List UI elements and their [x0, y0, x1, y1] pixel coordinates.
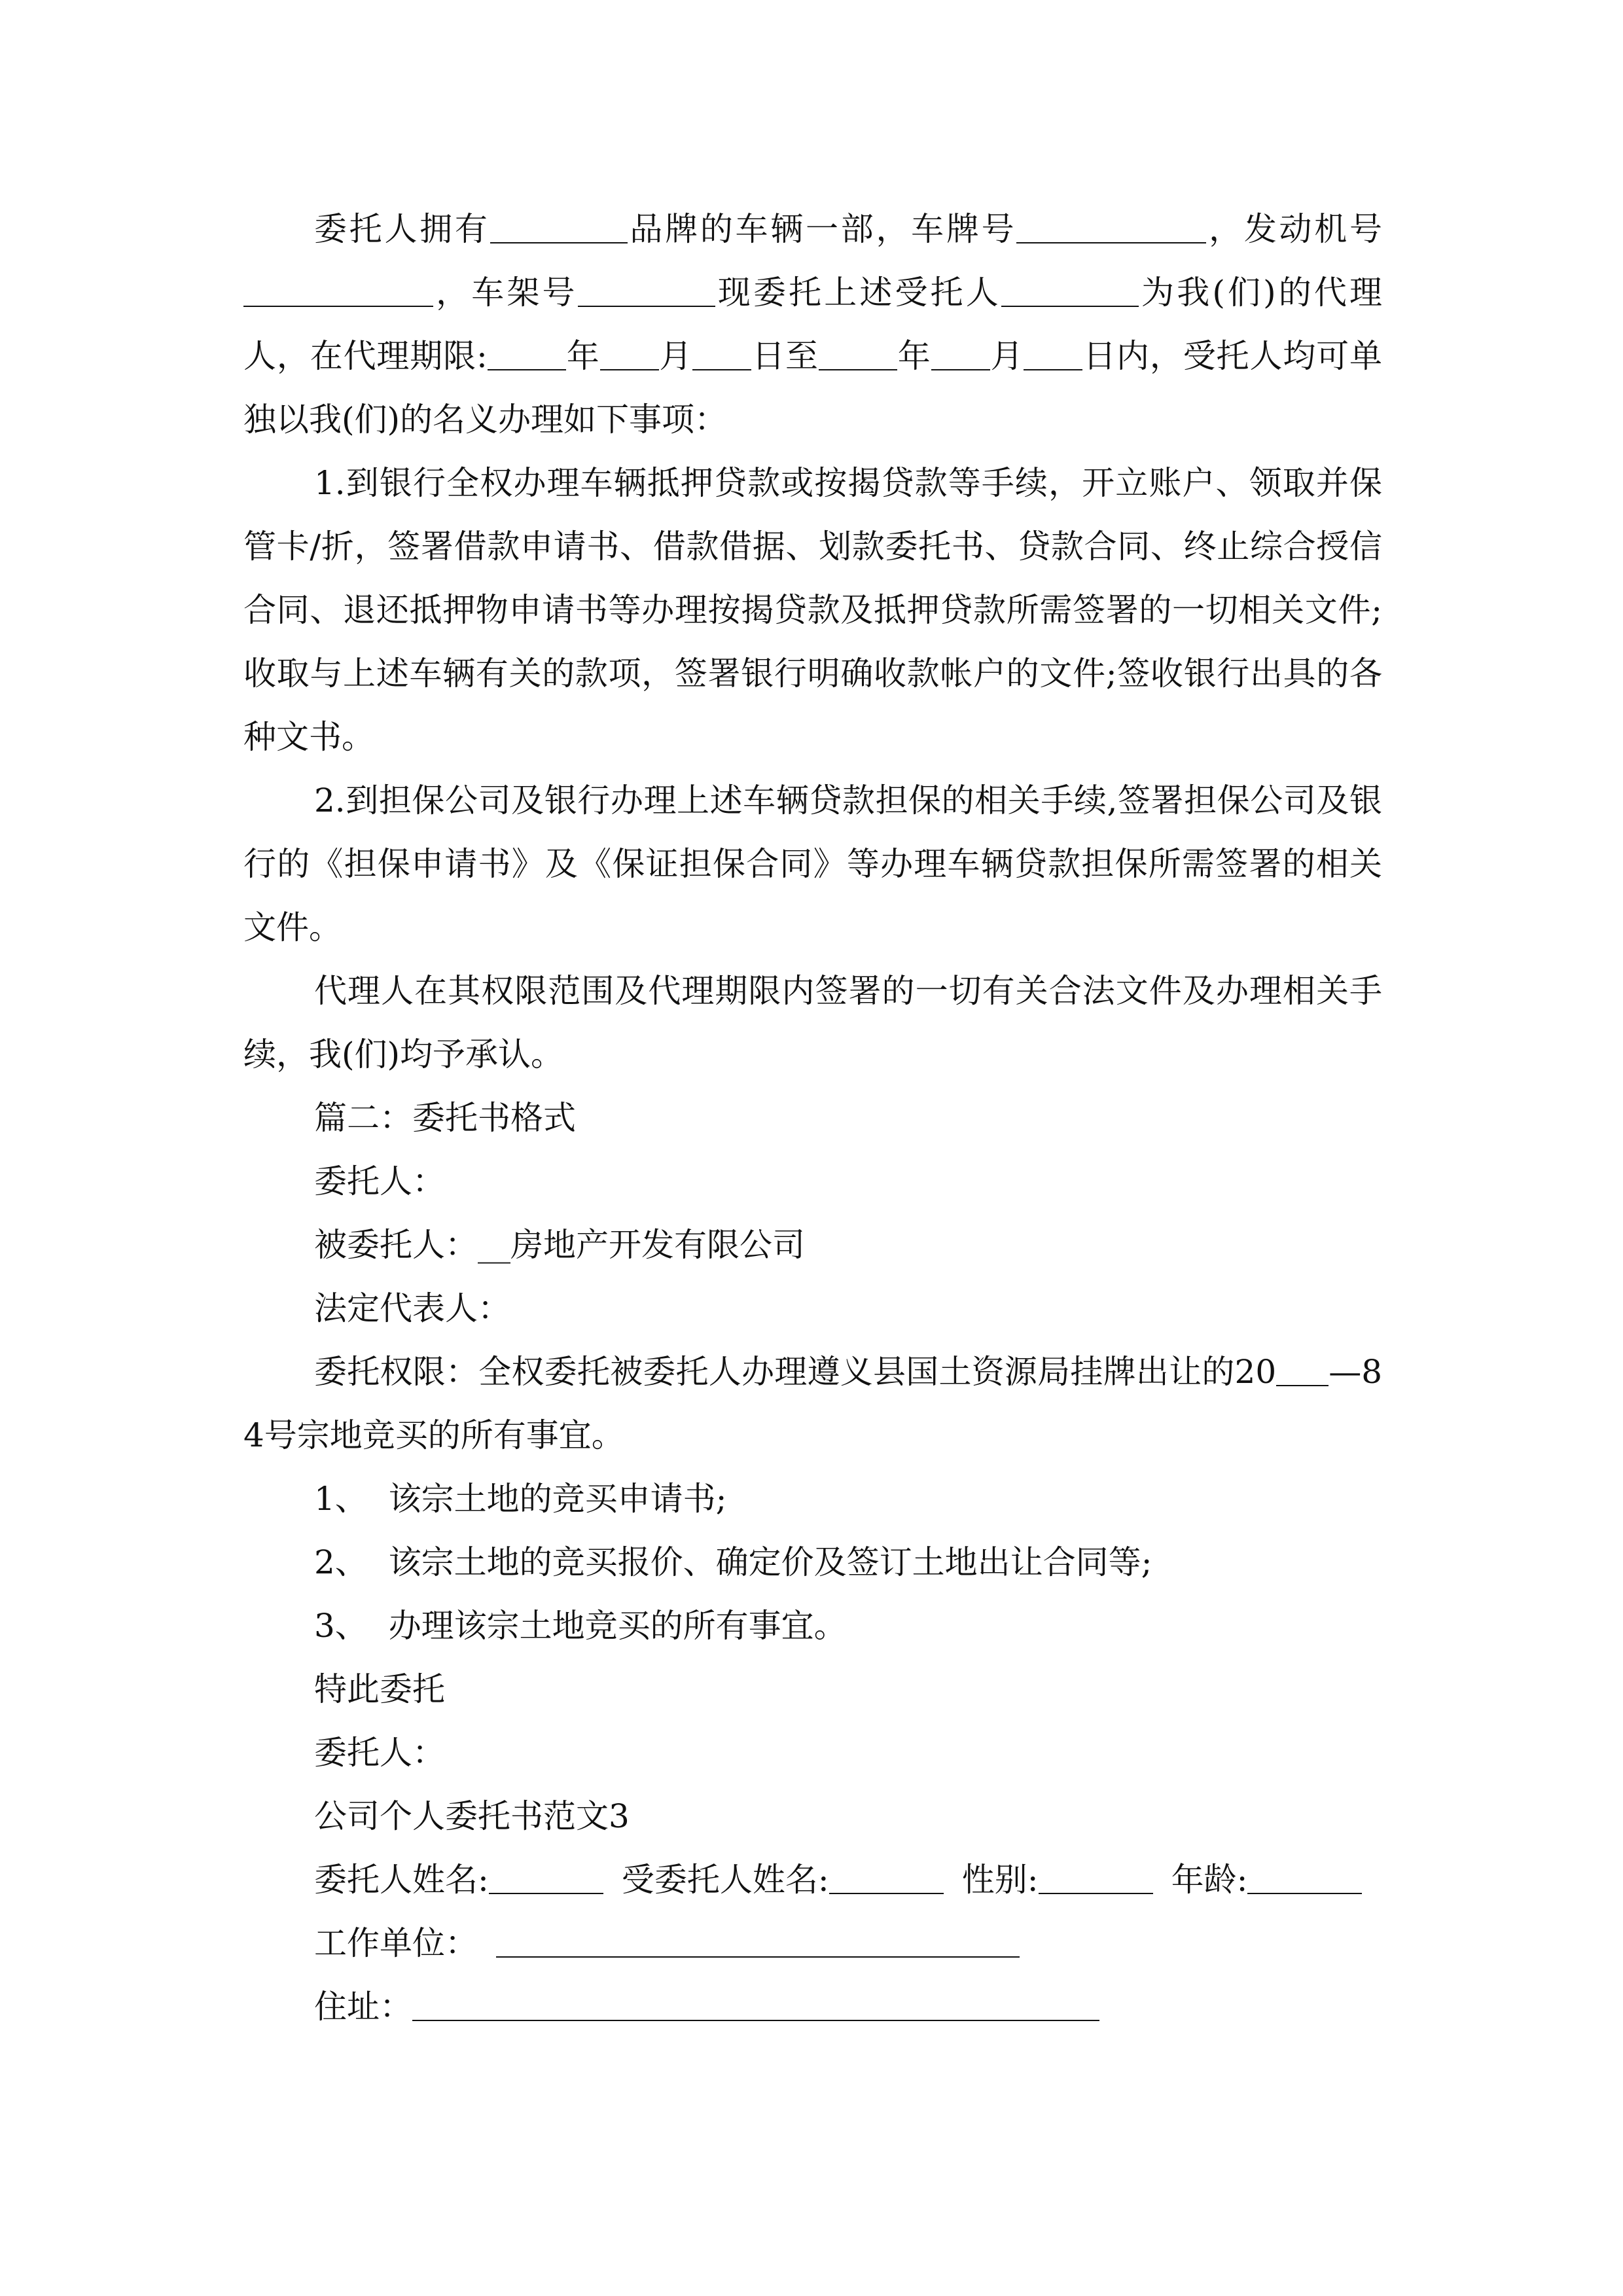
work-blank — [496, 1924, 1020, 1958]
age-label: 年龄: — [1171, 1861, 1248, 1899]
brand-blank — [490, 209, 628, 243]
engine-blank — [243, 273, 433, 307]
start-day-blank — [692, 336, 751, 370]
plate-blank — [1016, 209, 1206, 243]
principal-name-blank — [489, 1860, 603, 1894]
list-item: 3、 办理该宗土地竞买的所有事宜。 — [314, 1607, 847, 1645]
end-year-blank — [819, 336, 897, 370]
text: 日至 — [751, 337, 819, 375]
agent-blank — [1001, 273, 1139, 307]
legal-rep-label: 法定代表人： — [314, 1289, 510, 1327]
start-year-blank — [488, 336, 566, 370]
age-blank — [1247, 1860, 1362, 1894]
list-item: 2、 该宗土地的竞买报价、确定价及签订土地出让合同等; — [314, 1543, 1152, 1581]
address-label: 住址： — [314, 1988, 412, 2026]
text: —84号宗地竞买的所有事宜。 — [243, 1353, 1382, 1454]
principal-name-label: 委托人姓名: — [314, 1861, 489, 1899]
document-body — [243, 198, 1382, 2039]
section-3-title: 公司个人委托书范文3 — [314, 1797, 630, 1835]
special-note: 特此委托 — [314, 1670, 445, 1708]
text: 现委托上述受托人 — [715, 274, 1001, 312]
principal-label: 委托人： — [314, 1162, 445, 1200]
gender-blank — [1039, 1860, 1153, 1894]
agent-name-label: 受委托人姓名: — [621, 1861, 829, 1899]
authority-paragraph — [243, 1340, 1382, 1467]
form-row-names — [243, 1848, 1382, 1912]
text: 年 — [565, 337, 600, 375]
end-day-blank — [1024, 336, 1082, 370]
text: 日内，受托人均可单独以我(们)的名义办理如下事项： — [243, 337, 1383, 439]
text: 月 — [658, 337, 693, 375]
form-row-address — [243, 1975, 1382, 2039]
text: ，车架号 — [433, 274, 578, 312]
text: 委托人拥有 — [314, 210, 490, 248]
text: 年 — [897, 337, 931, 375]
text: 委托权限：全权委托被委托人办理遵义县国土资源局挂牌出让的20 — [314, 1353, 1277, 1391]
end-month-blank — [931, 336, 990, 370]
confirm-paragraph: 代理人在其权限范围及代理期限内签署的一切有关合法文件及办理相关手续，我(们)均予承认。 — [243, 972, 1382, 1073]
form-row-work — [243, 1912, 1382, 1975]
item-1-paragraph: 1.到银行全权办理车辆抵押贷款或按揭贷款等手续，开立账户、领取并保管卡/折，签署借款申请书、借款借据、划款委托书、贷款合同、终止综合授信合同、退还抵押物申请书等办理按揭贷款及抵押贷款所需签署的一切相关文件;收取与上述车辆有关的款项，签署银行明确收款帐户的文件;签收银行出具的各种文书。 — [243, 464, 1382, 756]
address-blank — [412, 1987, 1099, 2021]
vehicle-paragraph — [243, 198, 1382, 452]
list-item: 1、 该宗土地的竞买申请书; — [314, 1480, 727, 1518]
gender-label: 性别: — [961, 1861, 1039, 1899]
text: ，发动机号 — [1206, 210, 1383, 248]
section-2-title: 篇二：委托书格式 — [314, 1099, 576, 1137]
lot-number-blank — [1276, 1352, 1329, 1386]
vin-blank — [578, 273, 715, 307]
text: 为我(们)的代理人，在代理期限: — [243, 274, 1383, 375]
work-label: 工作单位： — [314, 1924, 478, 1962]
agent-name-blank — [829, 1860, 944, 1894]
text: 品牌的车辆一部，车牌号 — [627, 210, 1017, 248]
agent-label: 被委托人：__房地产开发有限公司 — [314, 1226, 805, 1264]
principal-label-2: 委托人： — [314, 1734, 445, 1772]
start-month-blank — [600, 336, 659, 370]
item-2-paragraph: 2.到担保公司及银行办理上述车辆贷款担保的相关手续,签署担保公司及银行的《担保申请书》及《保证担保合同》等办理车辆贷款担保所需签署的相关文件。 — [243, 781, 1382, 946]
text: 月 — [990, 337, 1024, 375]
